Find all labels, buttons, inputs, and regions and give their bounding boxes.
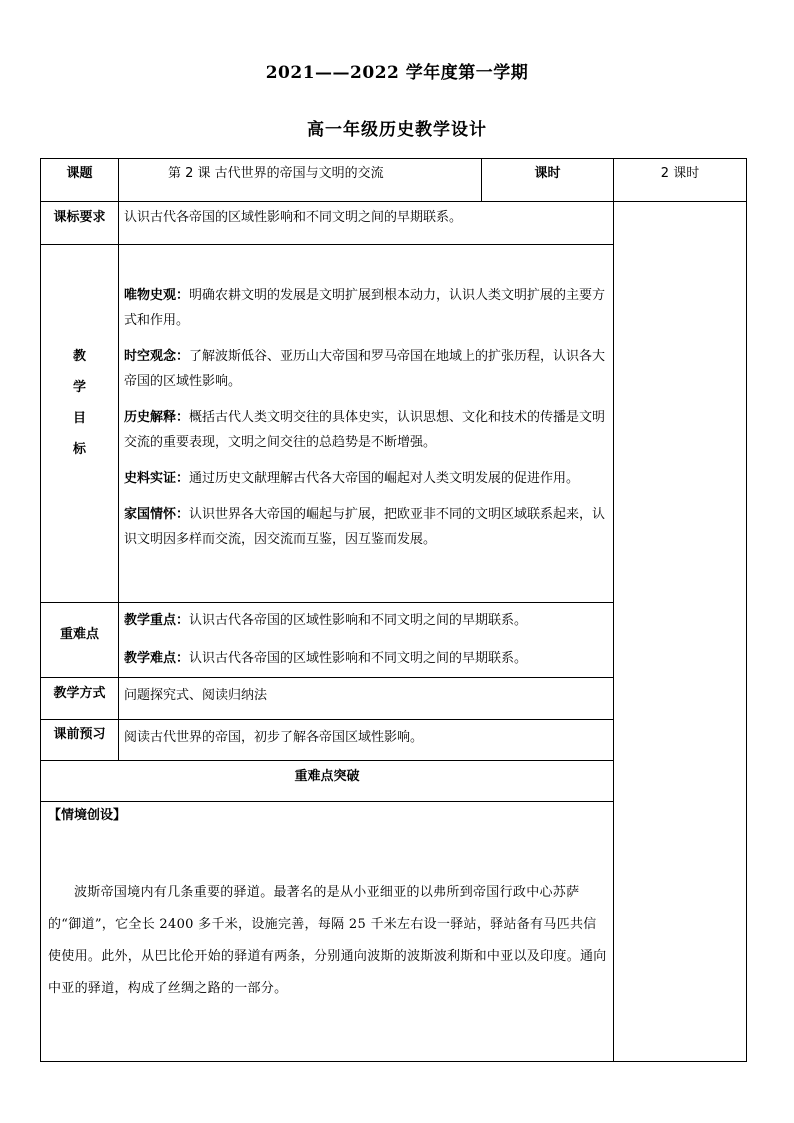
objective-item — [124, 344, 610, 394]
preview-label: 课前预习 — [53, 727, 106, 742]
scenario-label: 【情境创设】 — [48, 808, 127, 823]
objectives-label-char: 学 — [72, 380, 86, 395]
semester-title: 2021——2022 学年度第一学期 — [265, 63, 529, 83]
table-border-top — [40, 158, 746, 159]
objective-text: 明确农耕文明的发展是文明扩展到根本动力，认识人类文明扩展的主要方式和作用。 — [124, 288, 606, 328]
objective-text: 概括古代人类文明交往的具体史实，认识思想、文化和技术的传播是文明交流的重要表现，文明之间交往的总趋势是不断增强。 — [124, 410, 606, 450]
objectives-label — [41, 347, 118, 471]
teaching-focus — [124, 605, 610, 674]
table-rule — [40, 677, 613, 678]
objective-term: 时空观念： — [124, 349, 190, 364]
objective-text: 了解波斯低谷、亚历山大帝国和罗马帝国在地域上的扩张历程，认识各大帝国的区域性影响。 — [124, 349, 606, 389]
objective-item — [124, 283, 610, 333]
difficulty-term: 教学难点： — [124, 651, 190, 666]
focus-text: 认识古代各帝国的区域性影响和不同文明之间的早期联系。 — [189, 613, 528, 628]
lesson-label: 课题 — [66, 166, 93, 181]
objective-term: 家国情怀： — [124, 507, 190, 522]
objectives-label-char: 目 — [72, 411, 86, 426]
focus-line — [124, 605, 610, 636]
objective-item — [124, 466, 610, 491]
breakthrough-heading: 重难点突破 — [294, 769, 360, 784]
objective-text: 认识世界各大帝国的崛起与扩展，把欧亚非不同的文明区域联系起来，认识文明因多样而交流，因交流而互鉴，因互鉴而发展。 — [124, 507, 606, 547]
table-rule — [40, 244, 613, 245]
hours-value: 2 课时 — [660, 166, 700, 181]
table-border-right — [746, 158, 747, 1062]
table-rule — [40, 719, 613, 720]
objective-item — [124, 502, 610, 552]
table-border-left — [40, 158, 41, 1062]
table-rule — [118, 158, 119, 761]
document-title: 高一年级历史教学设计 — [307, 120, 487, 140]
method-text: 问题探究式、阅读归纳法 — [124, 688, 268, 703]
objectives-label-char: 标 — [72, 442, 86, 457]
lesson-title: 第 2 课 古代世界的帝国与文明的交流 — [168, 166, 384, 181]
table-rule — [40, 201, 746, 202]
scenario-story — [48, 877, 608, 1005]
preview-text: 阅读古代世界的帝国，初步了解各帝国区域性影响。 — [124, 730, 424, 745]
objective-text: 通过历史文献理解古代各大帝国的崛起对人类文明发展的促进作用。 — [189, 471, 580, 486]
objectives-list — [124, 283, 610, 563]
standard-text: 认识古代各帝国的区域性影响和不同文明之间的早期联系。 — [124, 210, 463, 225]
objective-term: 历史解释： — [124, 410, 190, 425]
standard-label: 课标要求 — [53, 210, 106, 225]
key-points-label: 重难点 — [59, 627, 99, 642]
difficulty-line — [124, 643, 610, 674]
table-rule — [40, 602, 613, 603]
table-rule — [613, 158, 614, 1062]
story-text: 波斯帝国境内有几条重要的驿道。最著名的是从小亚细亚的以弗所到帝国行政中心苏萨的“御道”，它全长 2400 多千米，设施完善，每隔 25 千米左右设一驿站，驿站备有马匹共信使使用。此外，从巴比伦开始的驿道有两条，分别通向波斯的波斯波利斯和中亚以及印度。通向中亚的驿道，构成了丝绸之路的一部分。 — [48, 885, 607, 996]
objectives-label-char: 教 — [72, 349, 86, 364]
table-rule — [40, 801, 613, 802]
objective-term: 史料实证： — [124, 471, 190, 486]
table-border-bottom — [40, 1061, 746, 1062]
difficulty-text: 认识古代各帝国的区域性影响和不同文明之间的早期联系。 — [189, 651, 528, 666]
objective-term: 唯物史观： — [124, 288, 190, 303]
hours-label: 课时 — [534, 166, 561, 181]
method-label: 教学方式 — [53, 686, 106, 701]
table-rule — [40, 760, 613, 761]
focus-term: 教学重点： — [124, 613, 190, 628]
objective-item — [124, 405, 610, 455]
